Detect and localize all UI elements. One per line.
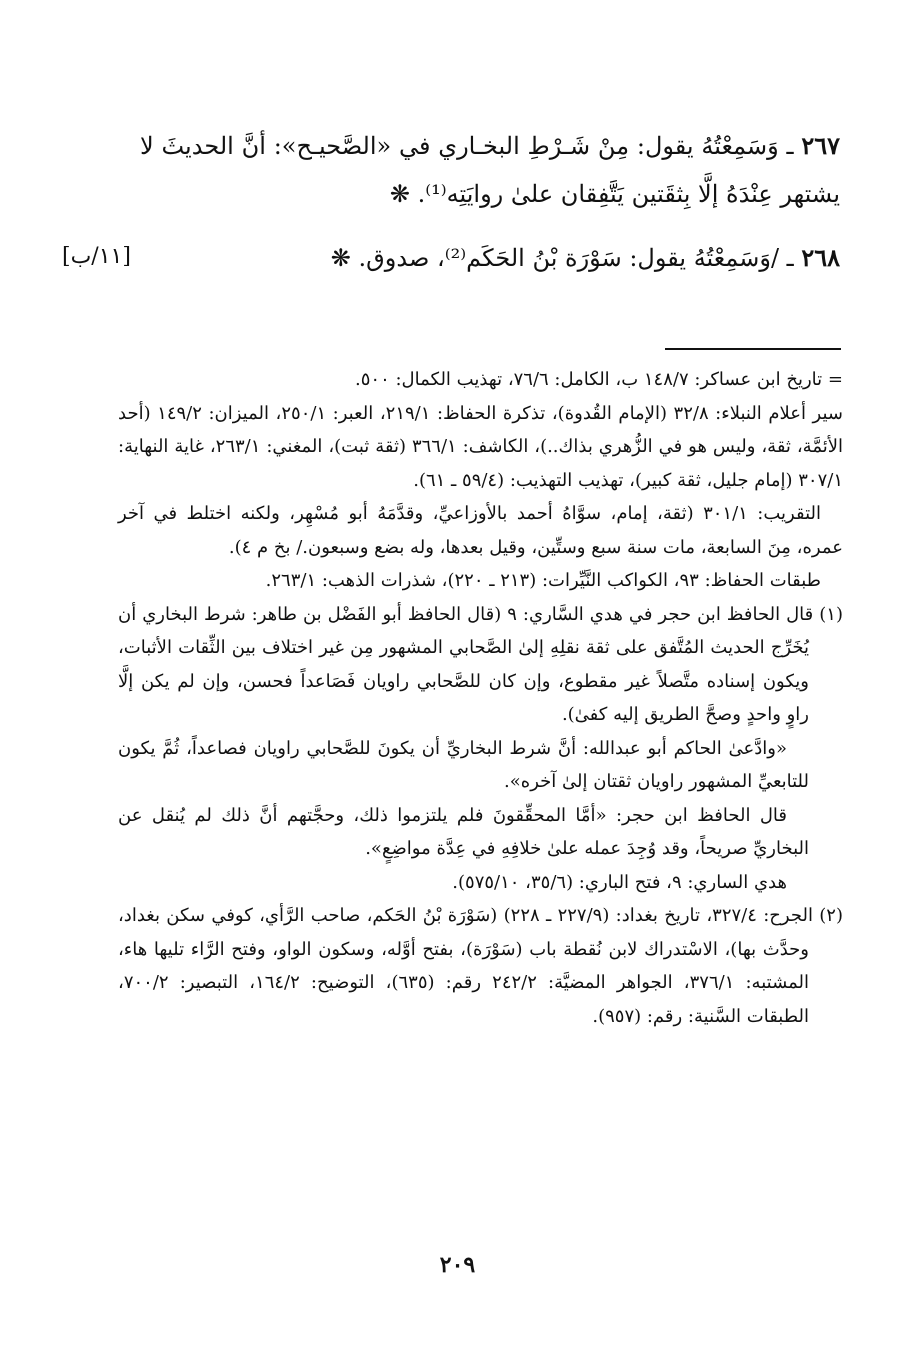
footnote-text: قال الحافظ ابن حجر: «أمَّا المحقِّقونَ فلم يلتزموا ذلك، وحجَّتهم أنَّ ذلك لم يُنقل عن البخاريِّ صريحاً، وقد وُجِدَ عمله علىٰ خلافِهِ في عِدَّة مواضِعٍ». (118, 804, 809, 859)
footnote-text: تاريخ ابن عساكر: ١٤٨/٧ ب، الكامل: ٧٦/٦، تهذيب الكمال: ٥٠٠. (355, 369, 823, 390)
footnote-text: الجرح: ٣٢٧/٤، تاريخ بغداد: (٢٢٧/٩ ـ ٢٢٨) (سَوْرَة بْنُ الحَكم، صاحب الرَّأي، كوفي سكن بغداد، وحدَّث بها)، الاسْتدراك لابن نُقطة باب (سَوْرَة)، بفتح أوَّله، وسكون الواو، وفتح الرَّاء تليها هاء، المشتبه: ٣٧٦/١، الجواهر المضيَّة: ٢٤٢/٢ رقم: (٦٣٥)، التوضيح: ١٦٤/٢، التبصير: ٧٠٠/٢، الطبقات السَّنية: رقم: (٩٥٧). (118, 905, 813, 1027)
footnote-text: «وادَّعىٰ الحاكم أبو عبدالله: أنَّ شرط البخاريِّ أن يكونَ للصَّحابي راويان فصاعداً، ثُمَّ يكون للتابعيِّ المشهور راويان ثقتان إلىٰ آخره». (118, 737, 809, 792)
entry-number: ٢٦٧ (801, 131, 840, 160)
footnote-separator (665, 348, 841, 350)
entry-text: ـ وَسَمِعْتُهُ يقول: مِنْ شَـرْطِ البخـاري في «الصَّحيـح»: أنَّ الحديثَ لا يشتهر عِنْدَهُ إلَّا بِثقَتين يَتَّفِقان علىٰ روايَتِه⁽¹⁾. ❋ (140, 132, 840, 208)
footnote-text: هدي الساري: ٩، فتح الباري: (٣٥/٦، ٥٧٥/١٠). (452, 871, 787, 893)
entry-268 (140, 234, 840, 282)
footnote-continuation (118, 497, 843, 564)
footnote-text: التقريب: ٣٠١/١ (ثقة، إمام، سوَّاهُ أحمد بالأوزاعيِّ، وقدَّمَهُ أبو مُسْهِر، ولكنه اختلط في آخر عمره، مِنَ السابعة، مات سنة سبع وستِّين، وقيل بعدها، وله بضع وسبعون./ بخ م ٤). (118, 503, 843, 558)
footnote-text: سير أعلام النبلاء: ٣٢/٨ (الإمام القُدوة)، تذكرة الحفاظ: ٢١٩/١، العبر: ٢٥٠/١، الميزان: ١٤٩/٢ (أحد الأئمَّة، ثقة، وليس هو في الزُّهري بذاك..)، الكاشف: ٣٦٦/١ (ثقة ثبت)، المغني: ٢٦٣/١، غاية النهاية: ٣٠٧/١ (إمام جليل، ثقة كبير)، تهذيب التهذيب: (٥٩/٤ ـ ٦١). (118, 402, 844, 491)
main-text (140, 122, 840, 298)
footnote-continuation (118, 564, 843, 598)
entry-267 (140, 122, 840, 218)
footnote-prefix: = (827, 369, 843, 390)
footnotes (118, 363, 843, 1033)
page-number: ٢٠٩ (439, 1252, 476, 1278)
footnote-1-paragraph (118, 866, 843, 900)
footnote-text: قال الحافظ ابن حجر في هدي السَّاري: ٩ (قال الحافظ أبو الفَضْل بن طاهر: شرط البخاري أن يُخَرِّج الحديث المُتَّفق على ثقة نقلِهِ إلىٰ الصَّحابي المشهور مِن غير اختلاف بين الثِّقات الأثبات، ويكون إسناده متَّصلاً غير مقطوع، وإن كان للصَّحابي راويان فَصَاعداً فحسن، وإن لم يكن إلَّا راوٍ واحدٍ وصحَّ الطريق إليه كفىٰ). (118, 603, 814, 725)
footnote-continuation (118, 397, 843, 498)
footnote-1 (118, 598, 843, 732)
footnote-2 (118, 899, 843, 1033)
footnote-1-paragraph (118, 732, 843, 799)
entry-text: ـ /وَسَمِعْتُهُ يقول: سَوْرَة بْنُ الحَكَم⁽²⁾، صدوق. ❋ (330, 244, 802, 272)
entry-number: ٢٦٨ (801, 243, 840, 272)
footnote-continuation (118, 363, 843, 397)
manuscript-folio-marker: [١١/ب] (62, 244, 131, 269)
footnote-prefix: (١) (813, 603, 843, 625)
footnote-prefix: (٢) (812, 905, 843, 926)
footnote-1-paragraph (118, 799, 843, 866)
footnote-text: طبقات الحفاظ: ٩٣، الكواكب النَّيِّرات: (٢١٣ ـ ٢٢٠)، شذرات الذهب: ٢٦٣/١. (265, 570, 821, 591)
